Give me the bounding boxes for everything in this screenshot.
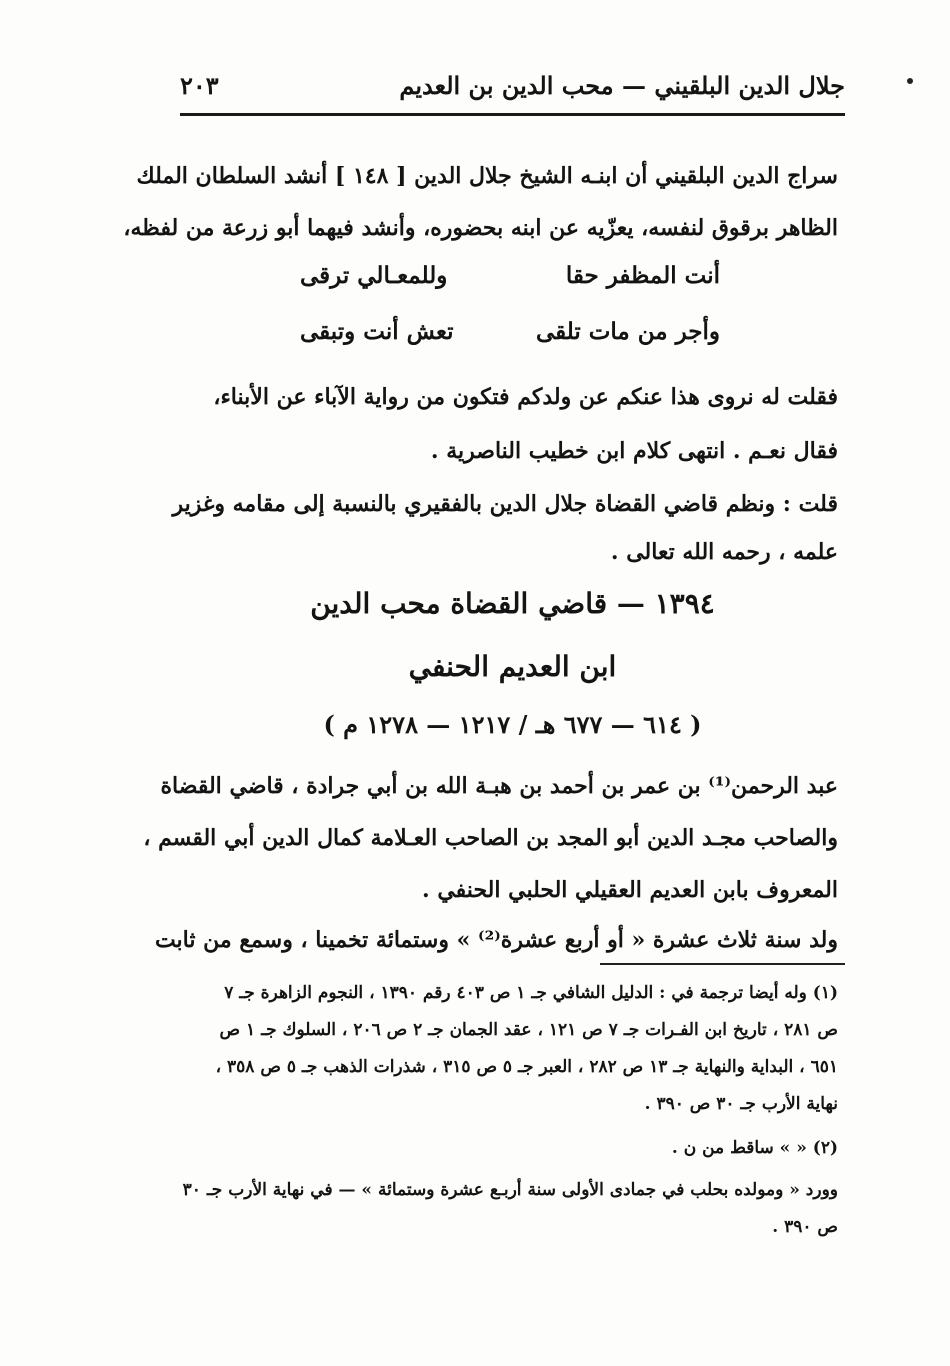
text-line: عبد الرحمن⁽¹⁾ بن عمر بن أحمد بن هبـة الله بن أبي جرادة ، قاضي القضاة — [160, 773, 838, 799]
after-verses-paragraph — [188, 370, 838, 478]
text-line: سراج الدين البلقيني أن ابنـه الشيخ جلال الدين [ ١٤٨ ] أنشد السلطان الملك — [136, 163, 838, 189]
footnote-rule — [600, 963, 845, 965]
verse-first-hemistich: وأجر من مات تلقى — [535, 318, 720, 345]
verse-line — [300, 318, 720, 345]
text-line: فقال نعـم . انتهى كلام ابن خطيب الناصرية . — [430, 438, 838, 464]
footnote-line: ص ٣٩٠ . — [772, 1217, 838, 1237]
biography-paragraph — [143, 760, 838, 916]
entry-title: ١٣٩٤ — قاضي القضاة محب الدين — [310, 587, 715, 620]
footnote-line: ص ٢٨١ ، تاريخ ابن الفـرات جـ ٧ ص ١٢١ ، عقد الجمان جـ ٢ ص ٢٠٦ ، السلوك جـ ١ ص — [219, 1020, 838, 1040]
verse-line — [300, 262, 720, 289]
text-line: فقلت له نروى هذا عنكم عن ولدكم فتكون من رواية الآباء عن الأبناء، — [213, 384, 838, 410]
page-number: ٢٠٣ — [180, 70, 219, 100]
footnote-line: وورد « ومولده بحلب في جمادى الأولى سنة أربـع عشرة وستمائة » — في نهاية الأرب جـ ٣٠ — [182, 1180, 838, 1200]
birth-paragraph — [154, 920, 838, 960]
verse-second-hemistich: تعش أنت وتبقى — [300, 318, 454, 345]
verse-first-hemistich: أنت المظفر حقا — [565, 262, 720, 289]
text-line: المعروف بابن العديم العقيلي الحلبي الحنفي . — [422, 877, 838, 903]
text-line: قلت : ونظم قاضي القضاة جلال الدين بالفقيري بالنسبة إلى مقامه وغزير — [172, 491, 838, 517]
verse-second-hemistich: وللمعـالي ترقى — [300, 262, 448, 289]
text-line: ولد سنة ثلاث عشرة « أو أربع عشرة⁽²⁾ » وستمائة تخمينا ، وسمع من ثابت — [154, 927, 838, 953]
note-paragraph — [172, 480, 838, 576]
intro-paragraph — [123, 150, 838, 254]
running-head — [180, 62, 845, 108]
text-line: والصاحب مجـد الدين أبو المجد بن الصاحب العـلامة كمال الدين أبي القسم ، — [143, 825, 838, 851]
margin-dot — [907, 78, 913, 84]
footnote-line: ٦٥١ ، البداية والنهاية جـ ١٣ ص ٢٨٢ ، العبر جـ ٥ ص ٣١٥ ، شذرات الذهب جـ ٥ ص ٣٥٨ ، — [215, 1057, 838, 1077]
footnote-line: (٢) « » ساقط من ن . — [671, 1138, 838, 1158]
footnote-line: نهاية الأرب جـ ٣٠ ص ٣٩٠ . — [644, 1094, 838, 1114]
footnote-line: (١) وله أيضا ترجمة في : الدليل الشافي جـ ١ ص ٤٠٣ رقم ١٣٩٠ ، النجوم الزاهرة جـ ٧ — [224, 983, 838, 1003]
entry-subtitle: ابن العديم الحنفي — [408, 650, 617, 683]
entry-dates: ( ٦١٤ — ٦٧٧ هـ / ١٢١٧ — ١٢٧٨ م ) — [323, 710, 702, 739]
text-line: الظاهر برقوق لنفسه، يعزّيه عن ابنه بحضوره، وأنشد فيهما أبو زرعة من لفظه، — [123, 215, 838, 241]
header-rule — [180, 113, 845, 116]
text-line: علمه ، رحمه الله تعالى . — [610, 539, 838, 565]
running-title: جلال الدين البلقيني — محب الدين بن العديم — [399, 70, 845, 100]
